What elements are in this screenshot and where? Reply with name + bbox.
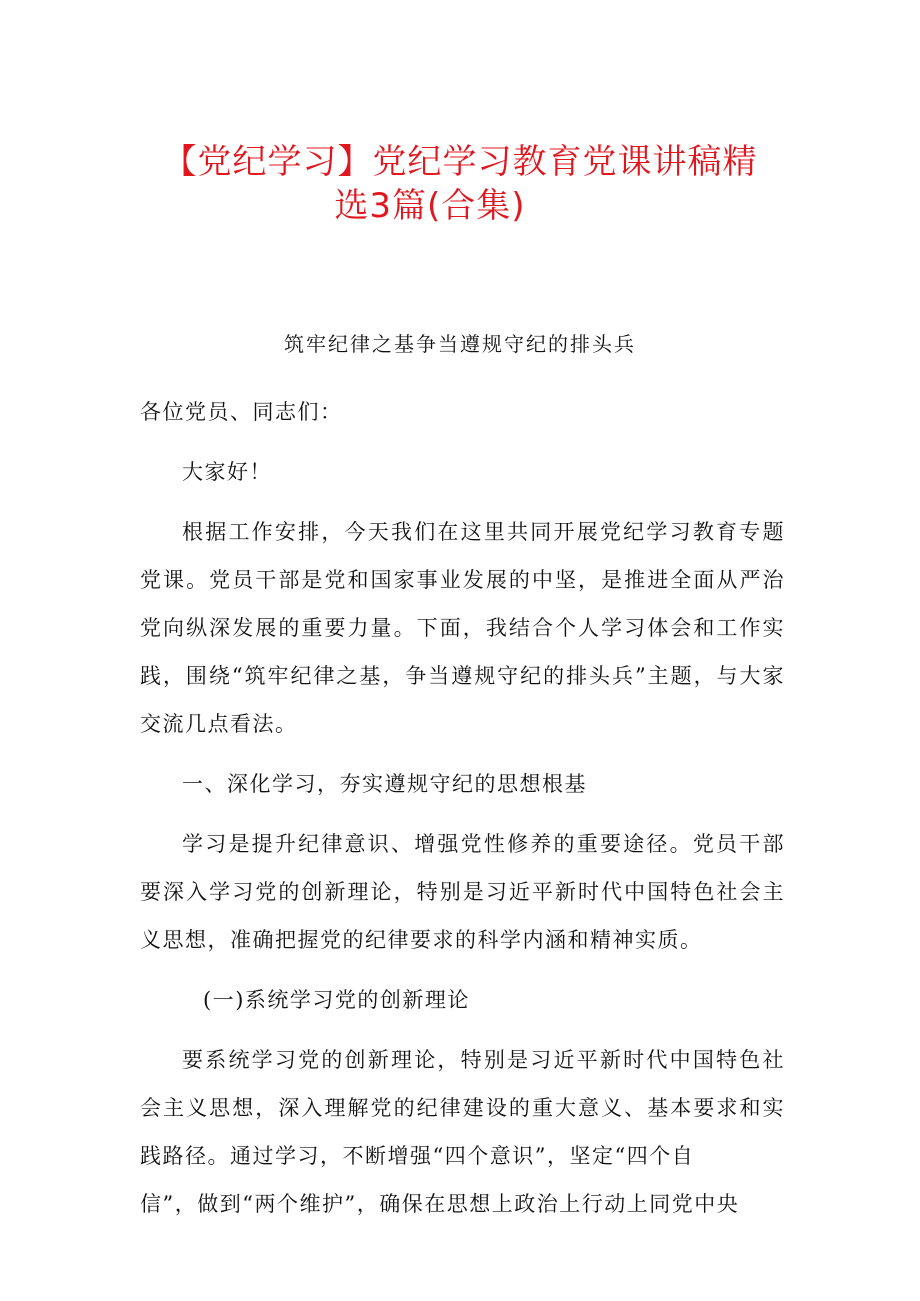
speech-title: 筑牢纪律之基争当遵规守纪的排头兵 — [284, 332, 636, 356]
section1-heading: 一、深化学习，夯实遵规守纪的思想根基 — [182, 772, 587, 796]
document-title — [140, 140, 780, 228]
document-body — [140, 388, 785, 1240]
intro-paragraph: 根据工作安排，今天我们在这里共同开展党纪学习教育专题党课。党员干部是党和国家事业发展的中坚，是推进全面从严治党向纵深发展的重要力量。下面，我结合个人学习体会和工作实践，围绕“筑牢纪律之基，争当遵规守纪的排头兵”主题，与大家交流几点看法。 — [140, 520, 785, 736]
salutation: 各位党员、同志们： — [140, 400, 343, 424]
document-title-line1: 【党纪学习】党纪学习教育党课讲稿精 — [162, 142, 758, 182]
subsection1-paragraph-line2: 信”，做到“两个维护”，确保在思想上政治上行动上同党中央 — [140, 1192, 740, 1216]
subsection1-paragraph-line1: 要系统学习党的创新理论，特别是习近平新时代中国特色社会主义思想，深入理解党的纪律建设的重大意义、基本要求和实践路径。通过学习，不断增强“四个意识”，坚定“四个自 — [140, 1048, 785, 1168]
subsection1-heading: (一)系统学习党的创新理论 — [203, 988, 470, 1012]
document-title-line2: 选3篇(合集) — [334, 186, 526, 226]
section1-paragraph: 学习是提升纪律意识、增强党性修养的重要途径。党员干部要深入学习党的创新理论，特别是习近平新时代中国特色社会主义思想，准确把握党的纪律要求的科学内涵和精神实质。 — [140, 832, 785, 952]
greeting: 大家好！ — [182, 460, 272, 484]
subsection1-paragraph — [140, 1036, 785, 1228]
